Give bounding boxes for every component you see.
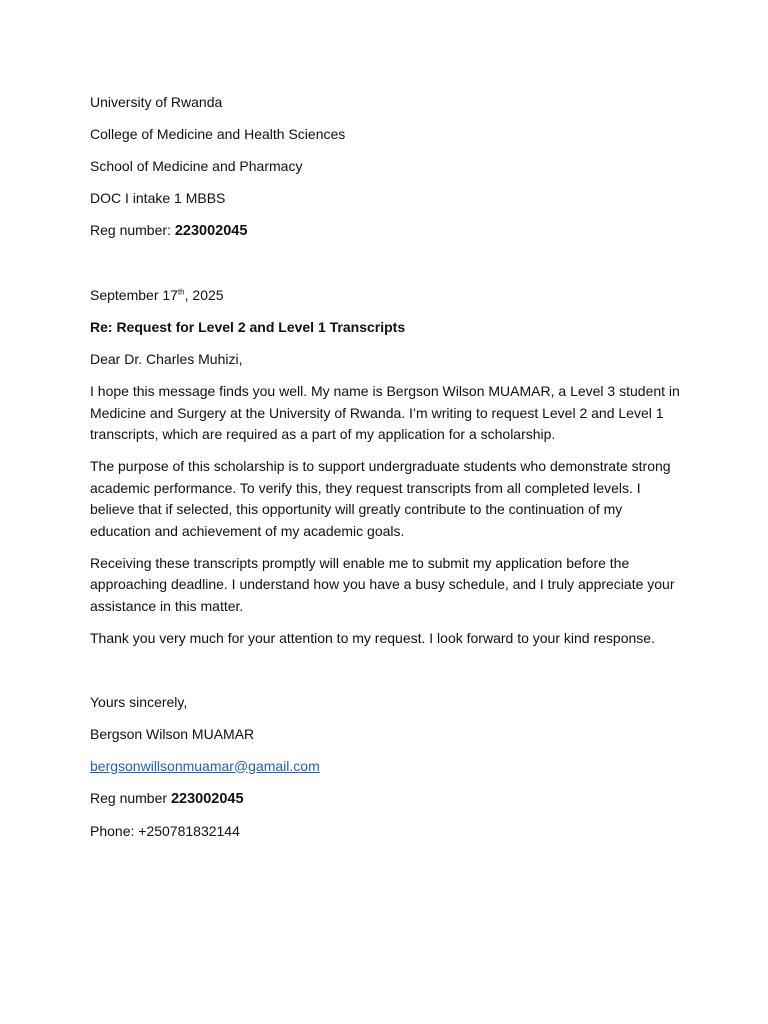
date-line — [90, 285, 680, 307]
college-line: College of Medicine and Health Sciences — [90, 126, 346, 142]
reg-number-label: Reg number: — [90, 222, 175, 238]
email-line — [90, 756, 680, 778]
program-line: DOC I intake 1 MBBS — [90, 190, 226, 206]
email-link[interactable]: bergsonwillsonmuamar@gamail.com — [90, 757, 320, 774]
phone-line: Phone: +250781832144 — [90, 822, 240, 839]
date-year: , 2025 — [184, 287, 224, 303]
signature-name: Bergson Wilson MUAMAR — [90, 725, 255, 742]
blank-line — [90, 253, 680, 285]
closing-reg-number-value: 223002045 — [170, 790, 244, 807]
closing-reg-number-label: Reg number — [90, 789, 171, 806]
school-line: School of Medicine and Pharmacy — [90, 158, 303, 174]
letter — [90, 92, 680, 853]
valediction: Yours sincerely, — [90, 693, 188, 710]
closing-reg-number-line — [90, 788, 680, 811]
body-paragraph-3: Receiving these transcripts promptly will enable me to submit my application before the approaching deadline. I understand how you have a busy schedule, and I truly appreciate your assistance in this matter. — [90, 554, 675, 614]
salutation: Dear Dr. Charles Muhizi, — [90, 351, 243, 367]
body-paragraph-4: Thank you very much for your attention to my request. I look forward to your kind response. — [90, 629, 655, 646]
reg-number-value: 223002045 — [174, 223, 248, 239]
subject-line: Re: Request for Level 2 and Level 1 Transcripts — [90, 319, 406, 335]
reg-number-line — [90, 220, 680, 243]
body-paragraph-2: The purpose of this scholarship is to support undergraduate students who demonstrate strong academic performance. To verify this, they request transcripts from all completed levels. I believe that if selected, this opportunity will greatly contribute to the continuation of my education and achievement of my academic goals. — [90, 458, 671, 539]
date-suffix: th — [177, 287, 185, 297]
blank-line — [90, 660, 680, 692]
body-paragraph-1: I hope this message finds you well. My name is Bergson Wilson MUAMAR, a Level 3 student in Medicine and Surgery at the University of Rwanda. I’m writing to request Level 2 and Level 1 transcripts, which are required as a part of my application for a scholarship. — [90, 383, 680, 442]
university-line: University of Rwanda — [90, 94, 223, 110]
date-month-day: September 17 — [90, 287, 178, 303]
